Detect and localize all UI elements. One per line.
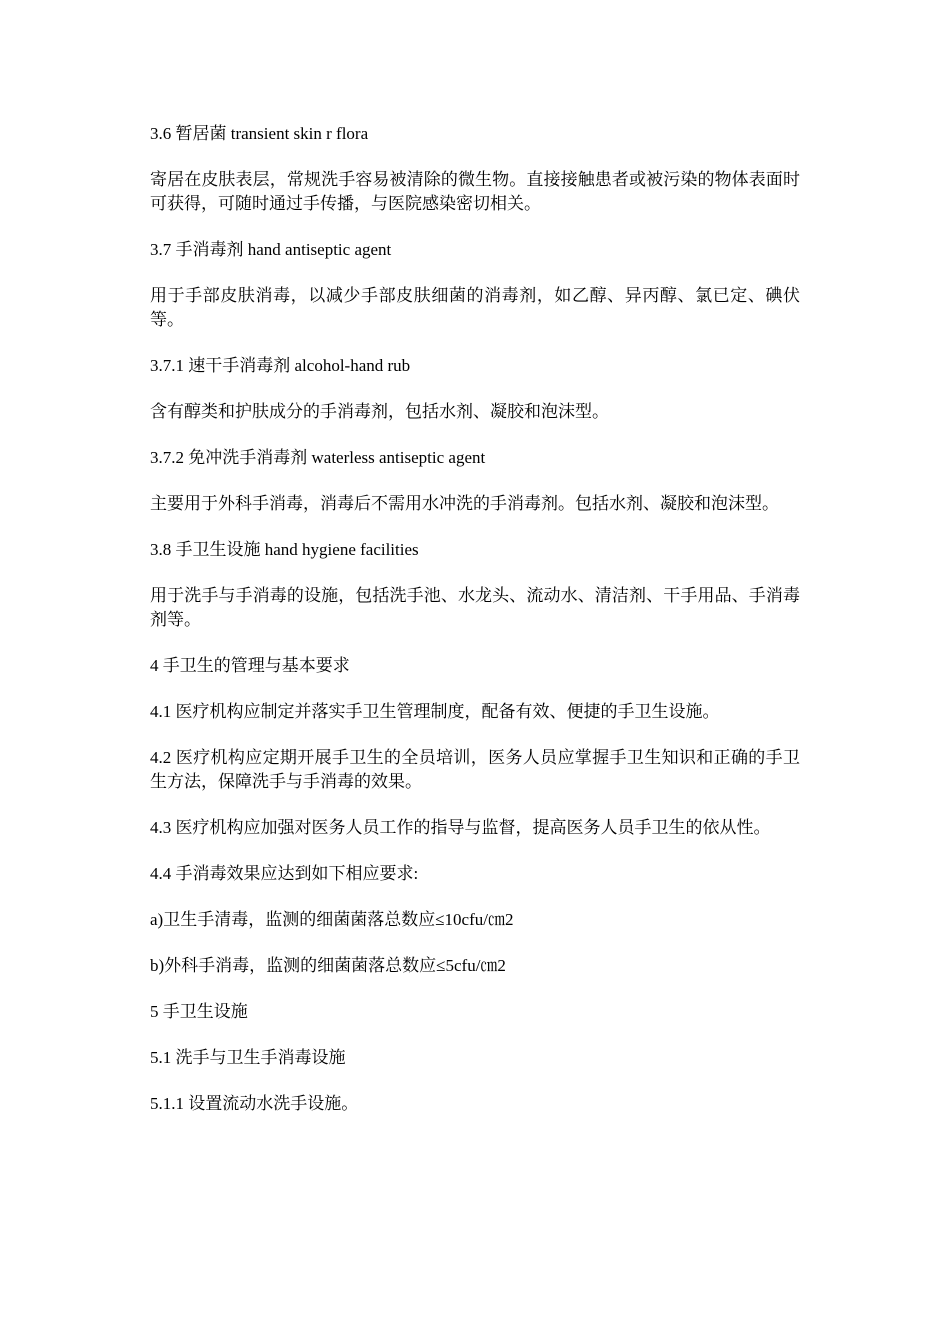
- heading-3-7-1: 3.7.1 速干手消毒剂 alcohol-hand rub: [150, 356, 411, 375]
- paragraph-3-7-definition: 用于手部皮肤消毒，以减少手部皮肤细菌的消毒剂，如乙醇、异丙醇、氯已定、碘伏等。: [150, 286, 800, 329]
- list-item-a: a)卫生手清毒，监测的细菌菌落总数应≤10cfu/㎝2: [150, 910, 514, 929]
- heading-3-7-2: 3.7.2 免冲洗手消毒剂 waterless antiseptic agent: [150, 448, 486, 467]
- heading-5-1: 5.1 洗手与卫生手消毒设施: [150, 1048, 346, 1067]
- document-body: [150, 122, 800, 1138]
- heading-4: 4 手卫生的管理与基本要求: [150, 656, 350, 675]
- heading-3-8: 3.8 手卫生设施 hand hygiene facilities: [150, 540, 419, 559]
- heading-3-6: 3.6 暂居菌 transient skin r flora: [150, 124, 369, 143]
- paragraph-4-3: 4.3 医疗机构应加强对医务人员工作的指导与监督，提高医务人员手卫生的依从性。: [150, 818, 771, 837]
- paragraph-3-6-definition: 寄居在皮肤表层，常规洗手容易被清除的微生物。直接接触患者或被污染的物体表面时可获得，可随时通过手传播，与医院感染密切相关。: [150, 170, 800, 213]
- paragraph-3-8-definition: 用于洗手与手消毒的设施，包括洗手池、水龙头、流动水、清洁剂、干手用品、手消毒剂等。: [150, 586, 800, 629]
- paragraph-3-7-2-definition: 主要用于外科手消毒，消毒后不需用水冲洗的手消毒剂。包括水剂、凝胶和泡沫型。: [150, 494, 779, 513]
- paragraph-4-4: 4.4 手消毒效果应达到如下相应要求:: [150, 864, 419, 883]
- heading-3-7: 3.7 手消毒剂 hand antiseptic agent: [150, 240, 392, 259]
- paragraph-3-7-1-definition: 含有醇类和护肤成分的手消毒剂，包括水剂、凝胶和泡沫型。: [150, 402, 609, 421]
- paragraph-4-1: 4.1 医疗机构应制定并落实手卫生管理制度，配备有效、便捷的手卫生设施。: [150, 702, 720, 721]
- heading-5: 5 手卫生设施: [150, 1002, 248, 1021]
- paragraph-5-1-1: 5.1.1 设置流动水洗手设施。: [150, 1094, 359, 1113]
- list-item-b: b)外科手消毒，监测的细菌菌落总数应≤5cfu/㎝2: [150, 956, 506, 975]
- paragraph-4-2: 4.2 医疗机构应定期开展手卫生的全员培训，医务人员应掌握手卫生知识和正确的手卫生方法，保障洗手与手消毒的效果。: [150, 748, 800, 791]
